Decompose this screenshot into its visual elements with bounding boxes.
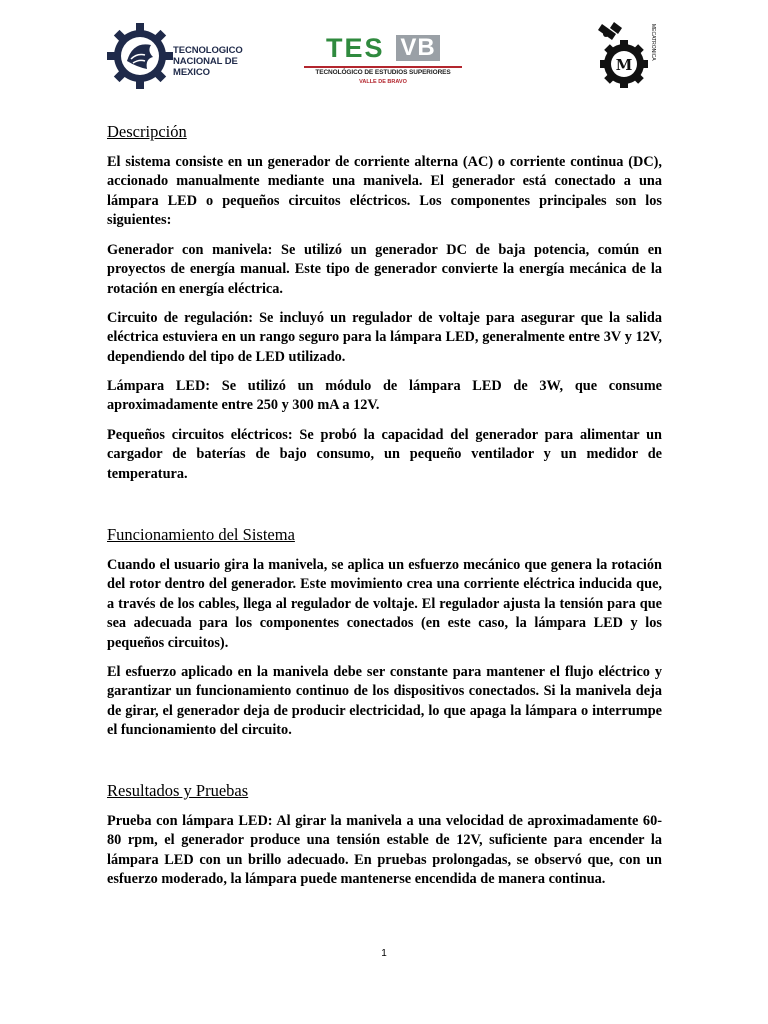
tesvb-logo-line2: VALLE DE BRAVO <box>359 79 407 85</box>
section-title-resultados: Resultados y Pruebas <box>107 781 249 800</box>
paragraph-pequenos-circuitos: Pequeños circuitos eléctricos: Se probó la capacidad del generador para alimentar un cargador de baterías de bajo consumo, un pequeño ventilador y un medidor de temperatura. <box>107 427 662 482</box>
paragraph-descripcion-intro: El sistema consiste en un generador de corriente alterna (AC) o corriente continua (DC), accionado manualmente mediante una manivela. El generador está conectado a una lámpara LED o pequeños circuitos eléctricos. Los componentes principales son los siguientes: <box>107 154 662 229</box>
mecatronica-logo-vertical-text: MECATRONICA <box>650 24 656 61</box>
tecnm-logo-text <box>173 45 257 78</box>
paragraph-generador: Generador con manivela: Se utilizó un generador DC de baja potencia, común en proyectos de energía manual. Este tipo de generador convierte la energía mecánica de la rotación en energía eléctrica. <box>107 242 662 297</box>
paragraph-prueba-lampara: Prueba con lámpara LED: Al girar la manivela a una velocidad de aproximadamente 60-80 rpm, el generador produce una tensión estable de 12V, suficiente para encender la lámpara LED con un brillo adecuado. En pruebas prolongadas, se observó que, con un esfuerzo moderado, la lámpara puede mantenerse encendida de manera continua. <box>107 813 662 888</box>
tesvb-logo <box>304 33 462 89</box>
paragraph-lampara-led: Lámpara LED: Se utilizó un módulo de lámpara LED de 3W, que consume aproximadamente entre 250 y 300 mA a 12V. <box>107 378 662 414</box>
tesvb-logo-line1: TECNOLÓGICO DE ESTUDIOS SUPERIORES <box>304 66 462 76</box>
mecatronica-logo-letter: M <box>615 56 633 74</box>
paragraph-funcionamiento-1: Cuando el usuario gira la manivela, se aplica un esfuerzo mecánico que genera la rotación del rotor dentro del generador. Este movimiento crea una corriente eléctrica inducida que, a través de los cables, llega al regulador de voltaje. El regulador ajusta la tensión para que sea adecuada para los componentes conectados (en este caso, la lámpara LED y los pequeños circuitos). <box>107 557 662 651</box>
paragraph-circuito-regulacion: Circuito de regulación: Se incluyó un regulador de voltaje para asegurar que la salida eléctrica estuviera en un rango seguro para la lámpara LED, generalmente entre 3V y 12V, dependiendo del tipo de LED utilizado. <box>107 310 662 365</box>
page-number: 1 <box>381 948 387 959</box>
tecnm-logo <box>107 23 257 91</box>
tesvb-logo-vb: VB <box>396 35 440 61</box>
tecnm-gear-icon <box>107 23 173 89</box>
section-title-descripcion: Descripción <box>107 122 187 141</box>
tecnm-logo-line1: TECNOLOGICO <box>173 45 243 56</box>
section-title-funcionamiento: Funcionamiento del Sistema <box>107 525 295 544</box>
mecatronica-logo <box>594 20 658 92</box>
paragraph-funcionamiento-2: El esfuerzo aplicado en la manivela debe ser constante para mantener el flujo eléctrico y garantizar un funcionamiento continuo de los dispositivos conectados. Si la manivela deja de girar, el generador deja de producir electricidad, lo que apaga la lámpara o interrumpe el funcionamiento del circuito. <box>107 664 662 739</box>
tesvb-logo-tes: TES <box>326 33 385 63</box>
tecnm-logo-line2: NACIONAL DE MEXICO <box>173 56 238 78</box>
